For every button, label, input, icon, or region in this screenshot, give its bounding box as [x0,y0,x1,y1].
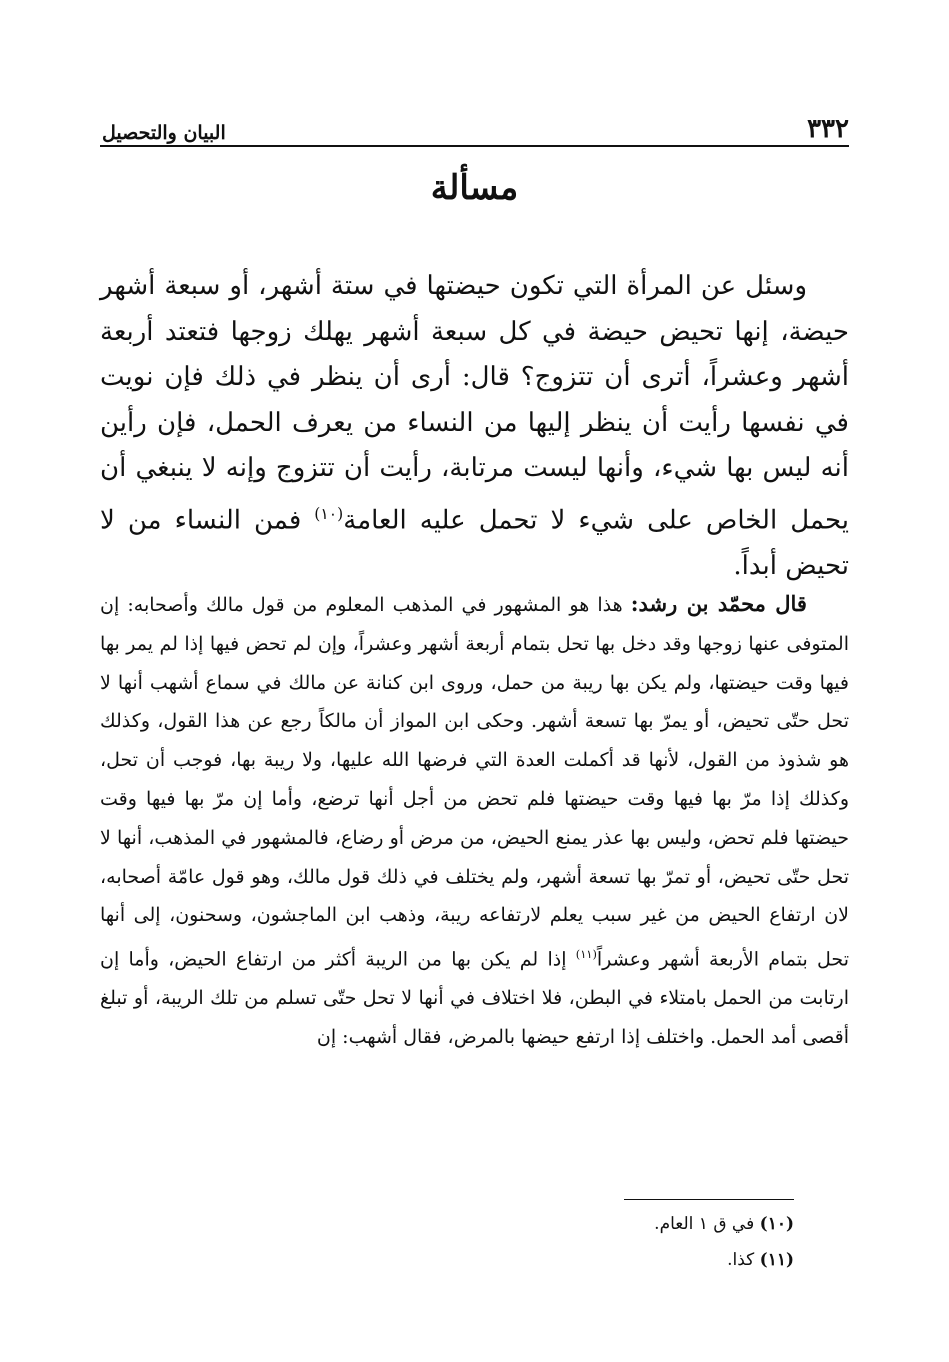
speaker-label: قال محمّد بن رشد: [630,591,807,616]
answer-text-end: إذا لم يكن بها من الريبة أكثر من ارتفاع الحيض، وأما إن ارتابت من الحمل بامتلاء في البطن، فلا اختلاف في أنها لا تحل حتّى تسلم من تلك الريبة، أو تبلغ أقصى أمد الحمل. واختلف إذا ارتفع حيضها بالمرض، فقال أشهب: إن [100,948,849,1049]
page-header [100,108,849,144]
running-title: البيان والتحصيل [102,122,226,144]
question-paragraph [100,264,849,589]
footnote-number: (١٠) [759,1214,794,1234]
footnote-rule [624,1199,794,1200]
answer-paragraph [100,585,849,1057]
footnote-10 [294,1206,794,1242]
footnotes [294,1206,794,1278]
footnote-ref-10[interactable]: (١٠) [314,504,344,523]
header-rule [100,145,849,147]
answer-text: هذا هو المشهور في المذهب المعلوم من قول مالك وأصحابه: إن المتوفى عنها زوجها وقد دخل بها تحل بتمام أربعة أشهر وعشراً، وإن لم تحض فيها إذا لم يمر بها فيها وقت حيضتها، ولم يكن بها ريبة من حمل، وروى ابن كنانة عن مالك في سماع أشهب أنها لا تحل حتّى تحيض، أو يمرّ بها تسعة أشهر. وحكى ابن المواز أن مالكاً رجع عن هذا القول، وكذلك هو شذوذ من القول، لأنها قد أكملت العدة التي فرضها الله عليها، ولا ريبة بها، فوجب أن تحل، وكذلك إذا مرّ بها فيها وقت حيضتها فلم تحض من أجل أنها ترضع، وأما إن مرّ بها فيها وقت حيضتها فلم تحض، وليس بها عذر يمنع الحيض، من مرض أو رضاع، فالمشهور في المذهب، أنها لا تحل حتّى تحيض، أو تمرّ بها تسعة أشهر، ولم يختلف في ذلك قول مالك، وهو قول عامّة أصحابه، لان ارتفاع الحيض من غير سبب يعلم لارتفاعه ريبة، وذهب ابن الماجشون، وسحنون، إلى أنها تحل بتمام الأربعة أشهر وعشراً [100,594,849,971]
section-title: مسألة [430,168,519,208]
question-text-end: فمن النساء من لا تحيض أبداً. [100,505,849,581]
footnote-ref-11[interactable]: (١١) [575,947,597,962]
question-text: وسئل عن المرأة التي تكون حيضتها في ستة أشهر، أو سبعة أشهر حيضة، إنها تحيض حيضة في كل سبعة أشهر يهلك زوجها فتعتد أربعة أشهر وعشراً، أترى أن تتزوج؟ قال: أرى أن ينظر في ذلك فإن نويت في نفسها رأيت أن ينظر إليها من النساء من يعرف الحمل، فإن رأين أنه ليس بها شيء، وأنها ليست مرتابة، رأيت أن تتزوج وإنه لا ينبغي أن يحمل الخاص على شيء لا تحمل عليه العامة [100,271,849,536]
footnote-text: كذا. [727,1250,760,1270]
footnote-number: (١١) [759,1250,794,1270]
footnote-11 [294,1242,794,1278]
page-number: ٣٣٢ [807,114,849,144]
footnote-text: في ق ١ العام. [654,1214,760,1234]
